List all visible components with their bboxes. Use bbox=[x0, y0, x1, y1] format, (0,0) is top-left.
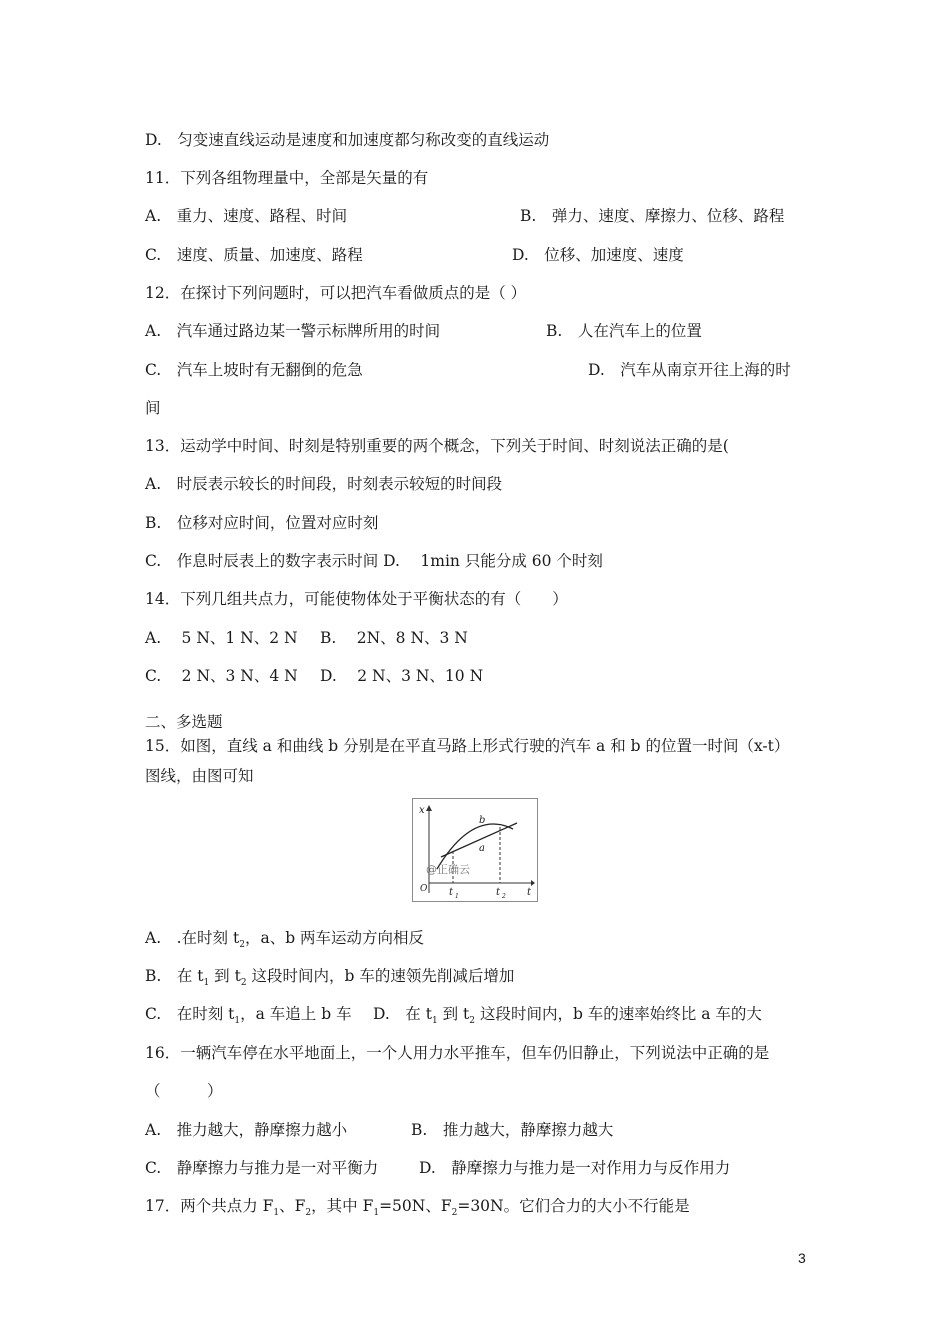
q15-option-a bbox=[145, 928, 424, 955]
xt-graph bbox=[413, 799, 537, 901]
q16-option-b: B. 推力越大，静摩擦力越大 bbox=[411, 1121, 614, 1139]
t2-subscript: 2 bbox=[502, 893, 506, 900]
line-a-label: a bbox=[479, 843, 485, 854]
q12-option-d-continued: 间 bbox=[145, 399, 161, 417]
t1-label: t bbox=[449, 887, 454, 898]
q16-stem-continued: （ ） bbox=[145, 1082, 223, 1100]
q15-b-sub1: 1 bbox=[203, 978, 210, 988]
q13-option-b: B. 位移对应时间，位置对应时刻 bbox=[145, 514, 379, 532]
q12-option-d: D. 汽车从南京开往上海的时 bbox=[588, 361, 791, 379]
q16-option-c: C. 静摩擦力与推力是一对平衡力 bbox=[145, 1159, 379, 1177]
q17-text: 17．两个共点力 F bbox=[145, 1197, 274, 1215]
q10-option-d: D. 匀变速直线运动是速度和加速度都匀称改变的直线运动 bbox=[145, 131, 550, 149]
q17-stem bbox=[145, 1196, 690, 1223]
q15-option-c bbox=[145, 1004, 352, 1031]
section-heading: 二、多选题 bbox=[145, 713, 223, 731]
q15-a-text: A. .在时刻 t bbox=[145, 929, 240, 947]
q17-sub4: 2 bbox=[451, 1208, 458, 1218]
t-axis-arrow bbox=[531, 880, 535, 886]
q11-option-c: C. 速度、质量、加速度、路程 bbox=[145, 246, 363, 264]
watermark-text: @正确云 bbox=[426, 863, 470, 876]
q14-option-c: C. 2 N、3 N、4 N bbox=[145, 667, 298, 685]
q13-stem: 13．运动学中时间、时刻是特别重要的两个概念，下列关于时间、时刻说法正确的是( bbox=[145, 437, 729, 455]
origin-label: O bbox=[420, 884, 428, 894]
q15-b-text-end: 这段时间内，b 车的速领先削减后增加 bbox=[246, 967, 515, 985]
q15-d-sub2: 2 bbox=[469, 1016, 476, 1026]
q15-d-text-mid: 到 t bbox=[437, 1005, 470, 1023]
q15-a-sub: 2 bbox=[239, 940, 245, 950]
x-axis-arrow bbox=[426, 805, 432, 811]
q17-sub2: 2 bbox=[305, 1208, 312, 1218]
page-number: 3 bbox=[798, 1250, 806, 1266]
q14-option-a: A. 5 N、1 N、2 N bbox=[145, 629, 298, 647]
q15-d-text: D. 在 t bbox=[373, 1005, 432, 1023]
q12-option-b: B. 人在汽车上的位置 bbox=[546, 322, 702, 340]
t2-label: t bbox=[496, 887, 501, 898]
q11-option-d: D. 位移、加速度、速度 bbox=[512, 246, 684, 264]
t-axis-label: t bbox=[527, 887, 532, 898]
q17-text-2: 、F bbox=[279, 1197, 306, 1215]
q15-option-d bbox=[373, 1004, 762, 1031]
q11-option-b: B. 弹力、速度、摩擦力、位移、路程 bbox=[520, 207, 785, 225]
q16-option-a: A. 推力越大，静摩擦力越小 bbox=[145, 1121, 348, 1139]
q17-sub3: 1 bbox=[373, 1208, 380, 1218]
q15-c-text-end: ，a 车追上 b 车 bbox=[240, 1005, 352, 1023]
q15-c-sub: 1 bbox=[234, 1016, 241, 1026]
q17-text-end: =30N。它们合力的大小不行能是 bbox=[457, 1197, 690, 1215]
q14-option-b: B. 2N、8 N、3 N bbox=[320, 629, 468, 647]
q15-d-text-end: 这段时间内，b 车的速率始终比 a 车的大 bbox=[475, 1005, 762, 1023]
q15-a-text-end: ，a、b 两车运动方向相反 bbox=[244, 929, 425, 947]
q17-text-3: ，其中 F bbox=[311, 1197, 374, 1215]
q15-b-sub2: 2 bbox=[240, 978, 247, 988]
q11-stem: 11．下列各组物理量中，全部是矢量的有 bbox=[145, 169, 429, 187]
q12-stem: 12．在探讨下列问题时，可以把汽车看做质点的是（ ） bbox=[145, 284, 527, 302]
q12-option-a: A. 汽车通过路边某一警示标牌所用的时间 bbox=[145, 322, 441, 340]
q13-option-cd: C. 作息时辰表上的数字表示时间 D. 1min 只能分成 60 个时刻 bbox=[145, 552, 603, 570]
q16-stem: 16．一辆汽车停在水平地面上，一个人用力水平推车，但车仍旧静止，下列说法中正确的是 bbox=[145, 1044, 770, 1062]
q11-option-a: A. 重力、速度、路程、时间 bbox=[145, 207, 348, 225]
q15-b-text: B. 在 t bbox=[145, 967, 204, 985]
q15-c-text: C. 在时刻 t bbox=[145, 1005, 235, 1023]
q15-stem: 15．如图，直线 a 和曲线 b 分别是在平直马路上形式行驶的汽车 a 和 b 的位置一时间（x-t） bbox=[145, 737, 790, 755]
q14-stem: 14．下列几组共点力，可能使物体处于平衡状态的有（ ） bbox=[145, 590, 568, 608]
x-axis-label: x bbox=[419, 805, 425, 816]
curve-b-label: b bbox=[479, 815, 486, 826]
q16-option-d: D. 静摩擦力与推力是一对作用力与反作用力 bbox=[419, 1159, 731, 1177]
q15-b-text-mid: 到 t bbox=[209, 967, 241, 985]
xt-graph-figure bbox=[412, 798, 538, 902]
q14-option-d: D. 2 N、3 N、10 N bbox=[320, 667, 484, 685]
q15-d-sub1: 1 bbox=[431, 1016, 438, 1026]
q17-text-4: =50N、F bbox=[379, 1197, 452, 1215]
q15-stem-continued: 图线，由图可知 bbox=[145, 767, 254, 785]
q15-option-b bbox=[145, 966, 514, 993]
q12-option-c: C. 汽车上坡时有无翻倒的危急 bbox=[145, 361, 363, 379]
q17-sub1: 1 bbox=[273, 1208, 280, 1218]
q13-option-a: A. 时辰表示较长的时间段，时刻表示较短的时间段 bbox=[145, 475, 503, 493]
t1-subscript: 1 bbox=[455, 893, 459, 900]
